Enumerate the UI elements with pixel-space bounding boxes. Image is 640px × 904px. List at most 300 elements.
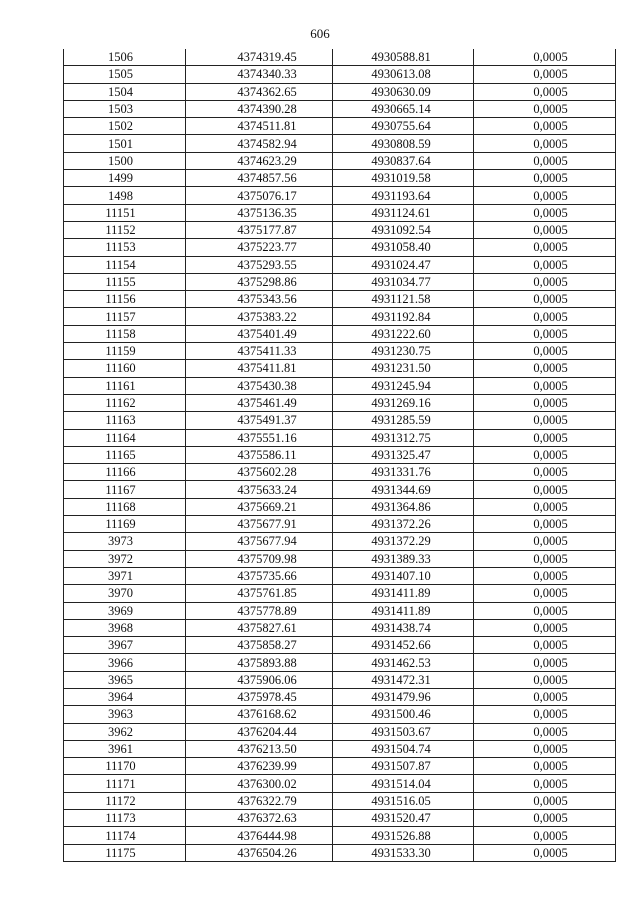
x-coordinate-cell xyxy=(186,810,333,827)
y-coordinate-cell xyxy=(333,671,474,688)
y-coordinate-cell xyxy=(333,516,474,533)
point-number-text: 11174 xyxy=(105,828,136,843)
precision-text: 0,0005 xyxy=(533,811,568,826)
point-number-cell xyxy=(64,135,186,152)
y-coordinate-text: 4930588.81 xyxy=(371,50,431,65)
point-number-text: 11156 xyxy=(105,292,136,307)
precision-text: 0,0005 xyxy=(533,793,568,808)
table-row xyxy=(64,464,616,481)
precision-text: 0,0005 xyxy=(533,465,568,480)
x-coordinate-cell xyxy=(186,221,333,238)
precision-text: 0,0005 xyxy=(533,413,568,428)
x-coordinate-cell xyxy=(186,567,333,584)
y-coordinate-text: 4931516.05 xyxy=(371,793,431,808)
y-coordinate-cell xyxy=(333,844,474,861)
table-row xyxy=(64,637,616,654)
precision-cell xyxy=(474,688,616,705)
point-number-text: 3963 xyxy=(108,707,133,722)
y-coordinate-cell xyxy=(333,83,474,100)
x-coordinate-text: 4376300.02 xyxy=(237,776,297,791)
table-row xyxy=(64,170,616,187)
x-coordinate-cell xyxy=(186,291,333,308)
table-row xyxy=(64,775,616,792)
precision-cell xyxy=(474,723,616,740)
y-coordinate-cell xyxy=(333,256,474,273)
x-coordinate-text: 4376372.63 xyxy=(237,811,297,826)
point-number-cell xyxy=(64,239,186,256)
point-number-cell xyxy=(64,221,186,238)
precision-text: 0,0005 xyxy=(533,171,568,186)
y-coordinate-text: 4931344.69 xyxy=(371,482,431,497)
point-number-text: 3972 xyxy=(108,551,133,566)
point-number-cell xyxy=(64,740,186,757)
y-coordinate-text: 4931389.33 xyxy=(371,551,431,566)
y-coordinate-text: 4931124.61 xyxy=(371,205,431,220)
point-number-cell xyxy=(64,187,186,204)
y-coordinate-cell xyxy=(333,810,474,827)
x-coordinate-cell xyxy=(186,446,333,463)
y-coordinate-cell xyxy=(333,221,474,238)
precision-cell xyxy=(474,792,616,809)
point-number-text: 1501 xyxy=(108,136,133,151)
x-coordinate-cell xyxy=(186,740,333,757)
table-row xyxy=(64,516,616,533)
y-coordinate-text: 4931507.87 xyxy=(371,759,431,774)
precision-cell xyxy=(474,585,616,602)
table-row xyxy=(64,239,616,256)
y-coordinate-cell xyxy=(333,118,474,135)
precision-text: 0,0005 xyxy=(533,102,568,117)
x-coordinate-cell xyxy=(186,792,333,809)
point-number-cell xyxy=(64,152,186,169)
x-coordinate-text: 4376213.50 xyxy=(237,742,297,757)
precision-cell xyxy=(474,810,616,827)
x-coordinate-cell xyxy=(186,377,333,394)
y-coordinate-cell xyxy=(333,758,474,775)
point-number-cell xyxy=(64,827,186,844)
precision-cell xyxy=(474,343,616,360)
x-coordinate-text: 4375978.45 xyxy=(237,690,297,705)
y-coordinate-text: 4931438.74 xyxy=(371,620,431,635)
point-number-text: 1503 xyxy=(108,102,133,117)
y-coordinate-cell xyxy=(333,585,474,602)
x-coordinate-cell xyxy=(186,256,333,273)
x-coordinate-text: 4375430.38 xyxy=(237,378,297,393)
precision-text: 0,0005 xyxy=(533,638,568,653)
x-coordinate-text: 4375827.61 xyxy=(237,620,297,635)
y-coordinate-cell xyxy=(333,688,474,705)
point-number-cell xyxy=(64,792,186,809)
precision-text: 0,0005 xyxy=(533,690,568,705)
precision-text: 0,0005 xyxy=(533,655,568,670)
point-number-text: 11161 xyxy=(105,378,136,393)
x-coordinate-text: 4375401.49 xyxy=(237,326,297,341)
y-coordinate-cell xyxy=(333,394,474,411)
point-number-cell xyxy=(64,204,186,221)
precision-text: 0,0005 xyxy=(533,707,568,722)
y-coordinate-text: 4931372.26 xyxy=(371,517,431,532)
x-coordinate-text: 4374582.94 xyxy=(237,136,297,151)
precision-text: 0,0005 xyxy=(533,759,568,774)
x-coordinate-text: 4375177.87 xyxy=(237,223,297,238)
precision-cell xyxy=(474,100,616,117)
point-number-cell xyxy=(64,550,186,567)
precision-text: 0,0005 xyxy=(533,378,568,393)
y-coordinate-cell xyxy=(333,49,474,66)
y-coordinate-cell xyxy=(333,533,474,550)
y-coordinate-cell xyxy=(333,273,474,290)
precision-cell xyxy=(474,654,616,671)
y-coordinate-text: 4931479.96 xyxy=(371,690,431,705)
x-coordinate-cell xyxy=(186,394,333,411)
precision-text: 0,0005 xyxy=(533,430,568,445)
precision-text: 0,0005 xyxy=(533,240,568,255)
x-coordinate-cell xyxy=(186,135,333,152)
x-coordinate-cell xyxy=(186,308,333,325)
y-coordinate-text: 4931533.30 xyxy=(371,845,431,860)
table-row xyxy=(64,827,616,844)
table-row xyxy=(64,498,616,515)
point-number-cell xyxy=(64,516,186,533)
x-coordinate-text: 4375461.49 xyxy=(237,396,297,411)
x-coordinate-cell xyxy=(186,187,333,204)
x-coordinate-text: 4375677.91 xyxy=(237,517,297,532)
table-row xyxy=(64,66,616,83)
x-coordinate-cell xyxy=(186,723,333,740)
table-row xyxy=(64,723,616,740)
point-number-text: 11158 xyxy=(105,326,136,341)
precision-text: 0,0005 xyxy=(533,188,568,203)
table-row xyxy=(64,343,616,360)
y-coordinate-text: 4931092.54 xyxy=(371,223,431,238)
precision-text: 0,0005 xyxy=(533,84,568,99)
precision-text: 0,0005 xyxy=(533,50,568,65)
y-coordinate-cell xyxy=(333,602,474,619)
precision-text: 0,0005 xyxy=(533,586,568,601)
point-number-text: 11159 xyxy=(105,344,136,359)
y-coordinate-cell xyxy=(333,429,474,446)
precision-text: 0,0005 xyxy=(533,724,568,739)
x-coordinate-text: 4375383.22 xyxy=(237,309,297,324)
precision-cell xyxy=(474,481,616,498)
x-coordinate-cell xyxy=(186,533,333,550)
point-number-text: 11173 xyxy=(105,811,136,826)
x-coordinate-cell xyxy=(186,706,333,723)
point-number-cell xyxy=(64,637,186,654)
point-number-text: 11154 xyxy=(105,257,136,272)
precision-cell xyxy=(474,325,616,342)
y-coordinate-text: 4931472.31 xyxy=(371,672,431,687)
precision-cell xyxy=(474,135,616,152)
table-row xyxy=(64,446,616,463)
x-coordinate-cell xyxy=(186,619,333,636)
precision-cell xyxy=(474,152,616,169)
x-coordinate-text: 4376504.26 xyxy=(237,845,297,860)
point-number-cell xyxy=(64,308,186,325)
table-row xyxy=(64,706,616,723)
precision-text: 0,0005 xyxy=(533,223,568,238)
precision-text: 0,0005 xyxy=(533,136,568,151)
x-coordinate-text: 4375633.24 xyxy=(237,482,297,497)
y-coordinate-cell xyxy=(333,723,474,740)
y-coordinate-cell xyxy=(333,637,474,654)
x-coordinate-cell xyxy=(186,273,333,290)
precision-cell xyxy=(474,706,616,723)
table-row xyxy=(64,204,616,221)
y-coordinate-text: 4931514.04 xyxy=(371,776,431,791)
y-coordinate-text: 4930630.09 xyxy=(371,84,431,99)
y-coordinate-cell xyxy=(333,152,474,169)
y-coordinate-cell xyxy=(333,239,474,256)
table-row xyxy=(64,308,616,325)
table-row xyxy=(64,602,616,619)
x-coordinate-text: 4375491.37 xyxy=(237,413,297,428)
x-coordinate-cell xyxy=(186,481,333,498)
precision-cell xyxy=(474,204,616,221)
x-coordinate-text: 4375551.16 xyxy=(237,430,297,445)
precision-cell xyxy=(474,498,616,515)
point-number-cell xyxy=(64,394,186,411)
y-coordinate-cell xyxy=(333,619,474,636)
point-number-cell xyxy=(64,671,186,688)
y-coordinate-text: 4931452.66 xyxy=(371,638,431,653)
page-number: 606 xyxy=(310,26,330,41)
y-coordinate-cell xyxy=(333,481,474,498)
y-coordinate-cell xyxy=(333,567,474,584)
point-number-cell xyxy=(64,758,186,775)
x-coordinate-cell xyxy=(186,204,333,221)
x-coordinate-cell xyxy=(186,775,333,792)
precision-text: 0,0005 xyxy=(533,517,568,532)
x-coordinate-cell xyxy=(186,827,333,844)
x-coordinate-cell xyxy=(186,464,333,481)
point-number-text: 3969 xyxy=(108,603,133,618)
precision-cell xyxy=(474,602,616,619)
precision-text: 0,0005 xyxy=(533,119,568,134)
point-number-text: 11162 xyxy=(105,396,136,411)
precision-cell xyxy=(474,66,616,83)
table-row xyxy=(64,671,616,688)
precision-cell xyxy=(474,170,616,187)
y-coordinate-cell xyxy=(333,706,474,723)
point-number-text: 11169 xyxy=(105,517,136,532)
point-number-text: 3967 xyxy=(108,638,133,653)
y-coordinate-cell xyxy=(333,792,474,809)
point-number-cell xyxy=(64,377,186,394)
x-coordinate-cell xyxy=(186,170,333,187)
point-number-cell xyxy=(64,412,186,429)
y-coordinate-cell xyxy=(333,66,474,83)
point-number-cell xyxy=(64,66,186,83)
x-coordinate-cell xyxy=(186,325,333,342)
point-number-text: 11172 xyxy=(105,793,136,808)
x-coordinate-cell xyxy=(186,758,333,775)
table-row xyxy=(64,273,616,290)
precision-cell xyxy=(474,118,616,135)
x-coordinate-text: 4374362.65 xyxy=(237,84,297,99)
y-coordinate-text: 4931192.84 xyxy=(371,309,431,324)
precision-cell xyxy=(474,49,616,66)
x-coordinate-text: 4375778.89 xyxy=(237,603,297,618)
x-coordinate-cell xyxy=(186,637,333,654)
x-coordinate-text: 4374390.28 xyxy=(237,102,297,117)
y-coordinate-cell xyxy=(333,343,474,360)
y-coordinate-text: 4931331.76 xyxy=(371,465,431,480)
point-number-text: 11163 xyxy=(105,413,136,428)
x-coordinate-text: 4375761.85 xyxy=(237,586,297,601)
point-number-cell xyxy=(64,723,186,740)
y-coordinate-text: 4930613.08 xyxy=(371,67,431,82)
y-coordinate-text: 4931222.60 xyxy=(371,326,431,341)
point-number-cell xyxy=(64,118,186,135)
precision-text: 0,0005 xyxy=(533,153,568,168)
precision-cell xyxy=(474,412,616,429)
point-number-cell xyxy=(64,844,186,861)
precision-cell xyxy=(474,221,616,238)
point-number-text: 3968 xyxy=(108,620,133,635)
y-coordinate-text: 4931462.53 xyxy=(371,655,431,670)
x-coordinate-text: 4374511.81 xyxy=(237,119,297,134)
x-coordinate-cell xyxy=(186,49,333,66)
point-number-cell xyxy=(64,325,186,342)
y-coordinate-text: 4931411.89 xyxy=(371,603,431,618)
y-coordinate-text: 4931269.16 xyxy=(371,396,431,411)
point-number-cell xyxy=(64,706,186,723)
x-coordinate-text: 4376204.44 xyxy=(237,724,297,739)
x-coordinate-cell xyxy=(186,688,333,705)
point-number-text: 3971 xyxy=(108,569,133,584)
x-coordinate-cell xyxy=(186,239,333,256)
table-row xyxy=(64,49,616,66)
point-number-text: 11153 xyxy=(105,240,136,255)
precision-cell xyxy=(474,308,616,325)
x-coordinate-text: 4375669.21 xyxy=(237,499,297,514)
y-coordinate-cell xyxy=(333,827,474,844)
point-number-text: 11170 xyxy=(105,759,136,774)
precision-text: 0,0005 xyxy=(533,292,568,307)
table-row xyxy=(64,654,616,671)
precision-text: 0,0005 xyxy=(533,67,568,82)
table-row xyxy=(64,360,616,377)
y-coordinate-cell xyxy=(333,775,474,792)
x-coordinate-cell xyxy=(186,152,333,169)
y-coordinate-text: 4931504.74 xyxy=(371,742,431,757)
y-coordinate-cell xyxy=(333,377,474,394)
precision-text: 0,0005 xyxy=(533,344,568,359)
precision-cell xyxy=(474,429,616,446)
point-number-text: 1499 xyxy=(108,171,133,186)
precision-cell xyxy=(474,464,616,481)
point-number-text: 3973 xyxy=(108,534,133,549)
y-coordinate-cell xyxy=(333,170,474,187)
x-coordinate-text: 4375735.66 xyxy=(237,569,297,584)
x-coordinate-text: 4375343.56 xyxy=(237,292,297,307)
point-number-text: 11171 xyxy=(105,776,136,791)
precision-text: 0,0005 xyxy=(533,275,568,289)
point-number-cell xyxy=(64,481,186,498)
x-coordinate-cell xyxy=(186,343,333,360)
x-coordinate-text: 4375223.77 xyxy=(237,240,297,255)
x-coordinate-cell xyxy=(186,429,333,446)
point-number-cell xyxy=(64,775,186,792)
point-number-cell xyxy=(64,464,186,481)
precision-cell xyxy=(474,844,616,861)
table-row xyxy=(64,810,616,827)
table-row xyxy=(64,550,616,567)
y-coordinate-cell xyxy=(333,498,474,515)
table-row xyxy=(64,481,616,498)
precision-text: 0,0005 xyxy=(533,482,568,497)
point-number-text: 11175 xyxy=(105,845,136,860)
table-row xyxy=(64,100,616,117)
point-number-cell xyxy=(64,619,186,636)
x-coordinate-text: 4375893.88 xyxy=(237,655,297,670)
point-number-text: 1505 xyxy=(108,67,133,82)
x-coordinate-text: 4374319.45 xyxy=(237,50,297,65)
precision-text: 0,0005 xyxy=(533,620,568,635)
point-number-text: 11155 xyxy=(105,275,136,289)
point-number-cell xyxy=(64,654,186,671)
y-coordinate-cell xyxy=(333,325,474,342)
y-coordinate-text: 4931034.77 xyxy=(371,275,431,289)
y-coordinate-cell xyxy=(333,740,474,757)
point-number-text: 1506 xyxy=(108,50,133,65)
point-number-cell xyxy=(64,360,186,377)
y-coordinate-text: 4931058.40 xyxy=(371,240,431,255)
x-coordinate-text: 4375411.81 xyxy=(237,361,297,376)
y-coordinate-text: 4931231.50 xyxy=(371,361,431,376)
precision-cell xyxy=(474,394,616,411)
precision-text: 0,0005 xyxy=(533,845,568,860)
point-number-text: 1498 xyxy=(108,188,133,203)
x-coordinate-text: 4375858.27 xyxy=(237,638,297,653)
y-coordinate-cell xyxy=(333,100,474,117)
point-number-text: 3966 xyxy=(108,655,133,670)
precision-cell xyxy=(474,550,616,567)
x-coordinate-text: 4376168.62 xyxy=(237,707,297,722)
precision-cell xyxy=(474,567,616,584)
precision-cell xyxy=(474,273,616,290)
x-coordinate-cell xyxy=(186,654,333,671)
point-number-text: 11151 xyxy=(105,205,136,220)
table-row xyxy=(64,187,616,204)
x-coordinate-text: 4375298.86 xyxy=(237,275,297,289)
table-row xyxy=(64,758,616,775)
table-row xyxy=(64,325,616,342)
table-row xyxy=(64,792,616,809)
precision-text: 0,0005 xyxy=(533,534,568,549)
point-number-cell xyxy=(64,170,186,187)
y-coordinate-text: 4931230.75 xyxy=(371,344,431,359)
point-number-cell xyxy=(64,810,186,827)
precision-cell xyxy=(474,619,616,636)
point-number-text: 1500 xyxy=(108,153,133,168)
table-row xyxy=(64,135,616,152)
y-coordinate-cell xyxy=(333,204,474,221)
y-coordinate-cell xyxy=(333,308,474,325)
precision-text: 0,0005 xyxy=(533,499,568,514)
table-row xyxy=(64,394,616,411)
point-number-text: 11166 xyxy=(105,465,136,480)
precision-cell xyxy=(474,360,616,377)
y-coordinate-cell xyxy=(333,135,474,152)
y-coordinate-text: 4931121.58 xyxy=(371,292,431,307)
table-row xyxy=(64,256,616,273)
point-number-text: 11164 xyxy=(105,430,136,445)
y-coordinate-text: 4931312.75 xyxy=(371,430,431,445)
x-coordinate-cell xyxy=(186,66,333,83)
precision-cell xyxy=(474,758,616,775)
